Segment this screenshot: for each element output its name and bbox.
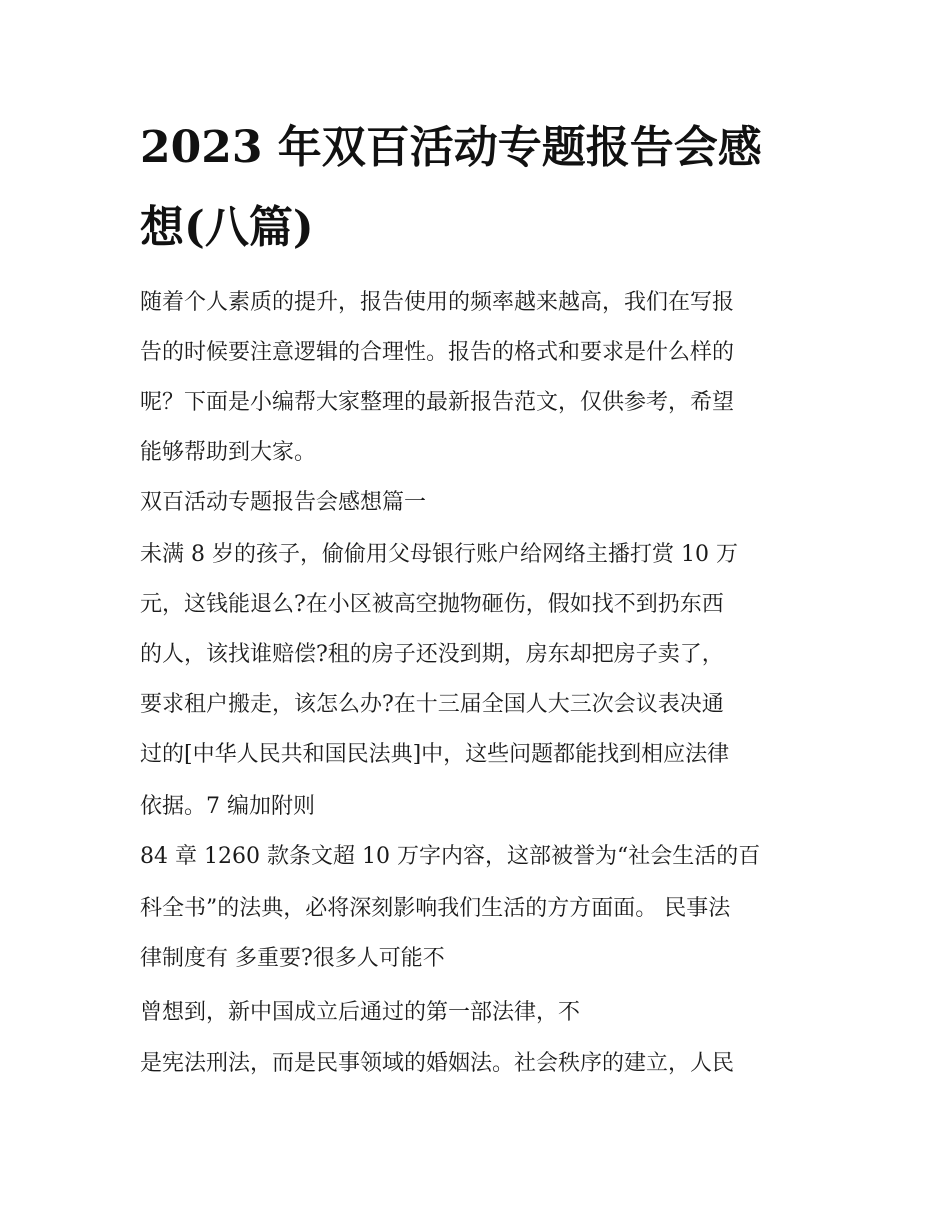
body-line-10: 曾想到，新中国成立后通过的第一部法律，不: [140, 1000, 581, 1025]
intro-line-1: 随着个人素质的提升，报告使用的频率越来越高，我们在写报: [140, 290, 735, 315]
body-line-8: 科全书”的法典，必将深刻影响我们生活的方方面面。 民事法: [140, 896, 731, 921]
section-heading: 双百活动专题报告会感想篇一: [140, 490, 427, 515]
body-line-9: 律制度有 多重要?很多人可能不: [140, 946, 445, 971]
document-title-line-1: 2023 年双百活动专题报告会感: [140, 122, 762, 173]
body-line-3: 的人，该找谁赔偿?租的房子还没到期，房东却把房子卖了，: [140, 642, 724, 667]
body-line-4: 要求租户搬走，该怎么办?在十三届全国人大三次会议表决通: [140, 692, 724, 717]
intro-line-4: 能够帮助到大家。: [140, 440, 317, 465]
body-line-11: 是宪法刑法，而是民事领域的婚姻法。社会秩序的建立，人民: [140, 1051, 735, 1076]
body-line-5: 过的[中华人民共和国民法典]中，这些问题都能找到相应法律: [140, 742, 730, 767]
body-line-7: 84 章 1260 款条文超 10 万字内容，这部被誉为“社会生活的百: [140, 844, 761, 869]
document-title-line-2: 想(八篇): [140, 202, 314, 253]
intro-line-3: 呢？下面是小编帮大家整理的最新报告范文，仅供参考，希望: [140, 390, 735, 415]
body-line-6: 依据。7 编加附则: [140, 794, 315, 819]
body-line-1: 未满 8 岁的孩子，偷偷用父母银行账户给网络主播打赏 10 万: [140, 542, 738, 567]
body-line-2: 元，这钱能退么?在小区被高空抛物砸伤，假如找不到扔东西: [140, 592, 724, 617]
intro-line-2: 告的时候要注意逻辑的合理性。报告的格式和要求是什么样的: [140, 340, 735, 365]
